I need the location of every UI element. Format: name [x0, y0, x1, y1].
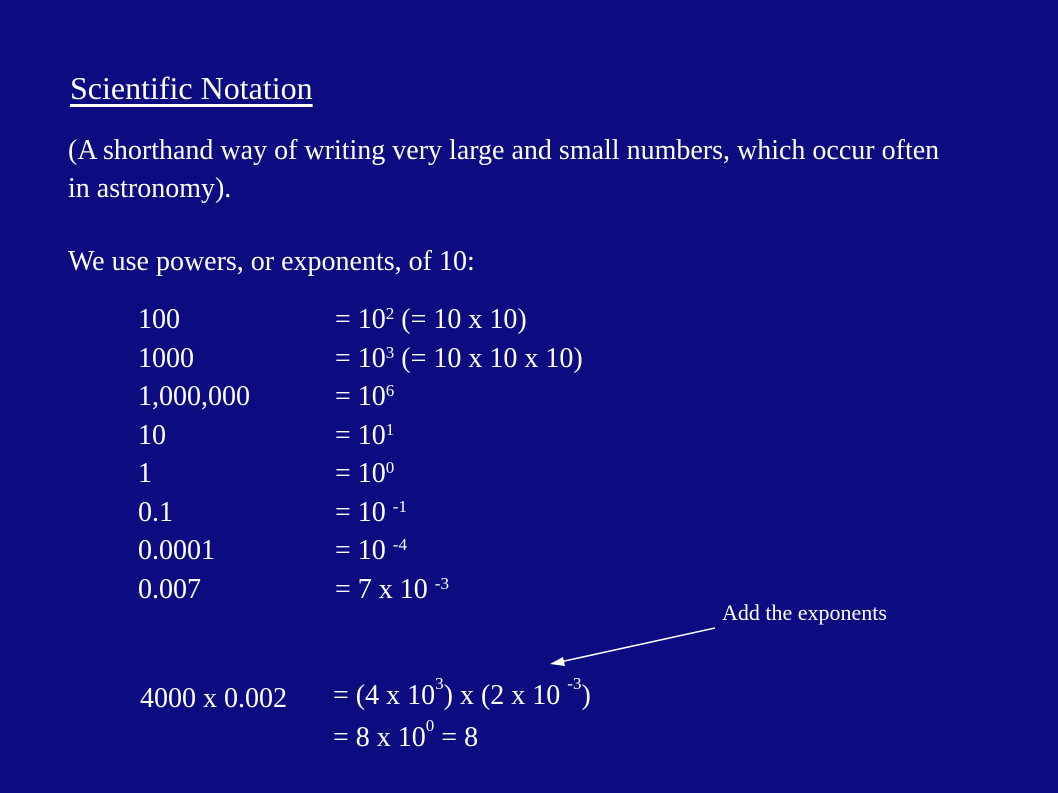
lead-text: We use powers, or exponents, of 10:	[68, 246, 475, 277]
power-expression: = $10^3$ (= 10 x 10 x 10)	[335, 342, 583, 374]
example-step-2: = 8 x $10^0 = 8$	[333, 716, 479, 753]
decimal-value: 0.007	[138, 573, 201, 605]
power-expression: = 10 $^{-4}$	[335, 535, 407, 566]
example-step-1: = (4 x $10^3$) x (2 x 10 $^{-3}$)	[333, 674, 591, 711]
decimal-value: 0.0001	[138, 535, 215, 566]
power-expression: = 7 x 10 $^{-3}$	[335, 573, 449, 605]
decimal-value: 100	[138, 304, 180, 335]
power-expression: = $10^2$ (= 10 x 10)	[335, 304, 527, 335]
decimal-value: 10	[138, 419, 166, 451]
intro-text: (A shorthand way of writing very large and small numbers, which occur often in astronomy).	[68, 135, 940, 204]
power-expression: = $10^6$	[335, 381, 395, 412]
page-title: Scientific Notation	[70, 70, 313, 106]
decimal-value: 1,000,000	[138, 381, 250, 412]
decimal-value: 1000	[138, 342, 194, 374]
decimal-value: 1	[138, 458, 152, 489]
power-expression: = 10 $^{-1}$	[335, 496, 407, 528]
example-expression: 4000 x 0.002	[140, 683, 287, 714]
power-expression: = $10^1$	[335, 419, 395, 451]
decimal-value: 0.1	[138, 496, 173, 528]
power-expression: = $10^0$	[335, 458, 395, 489]
annotation-text: Add the exponents	[722, 600, 887, 625]
